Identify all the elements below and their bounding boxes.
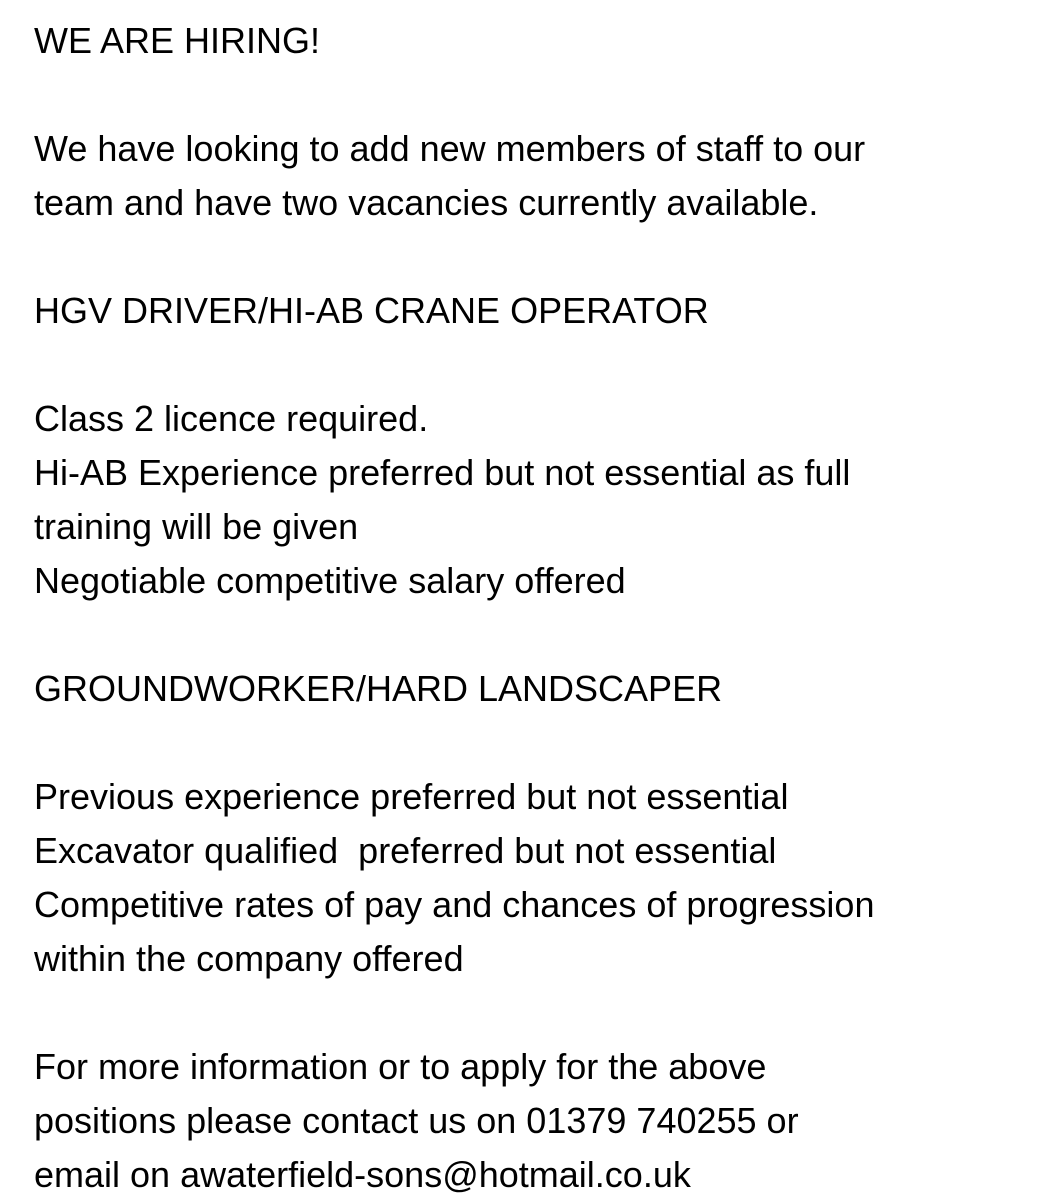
vacancy-detail: Excavator qualified preferred but not essential bbox=[34, 830, 777, 871]
vacancy-detail: within the company offered bbox=[34, 938, 464, 979]
spacer bbox=[34, 68, 1019, 122]
vacancy-detail: Hi-AB Experience preferred but not essential as full bbox=[34, 452, 851, 493]
spacer bbox=[34, 338, 1019, 392]
job-advert bbox=[34, 14, 1019, 1202]
vacancy-detail: Class 2 licence required. bbox=[34, 398, 429, 439]
spacer bbox=[34, 716, 1019, 770]
vacancy-detail: Negotiable competitive salary offered bbox=[34, 560, 626, 601]
intro-line: We have looking to add new members of staff to our bbox=[34, 128, 866, 169]
spacer bbox=[34, 608, 1019, 662]
intro-line: team and have two vacancies currently available. bbox=[34, 182, 819, 223]
vacancy-title-hgv-driver: HGV DRIVER/HI-AB CRANE OPERATOR bbox=[34, 290, 709, 331]
contact-line: For more information or to apply for the above bbox=[34, 1046, 767, 1087]
spacer bbox=[34, 230, 1019, 284]
contact-email-line: email on awaterfield-sons@hotmail.co.uk bbox=[34, 1154, 691, 1195]
spacer bbox=[34, 986, 1019, 1040]
vacancy-title-groundworker: GROUNDWORKER/HARD LANDSCAPER bbox=[34, 668, 723, 709]
vacancy-detail: Competitive rates of pay and chances of progression bbox=[34, 884, 875, 925]
vacancy-detail: training will be given bbox=[34, 506, 359, 547]
page-title: WE ARE HIRING! bbox=[34, 20, 321, 61]
vacancy-detail: Previous experience preferred but not essential bbox=[34, 776, 789, 817]
contact-line: positions please contact us on 01379 740255 or bbox=[34, 1100, 799, 1141]
